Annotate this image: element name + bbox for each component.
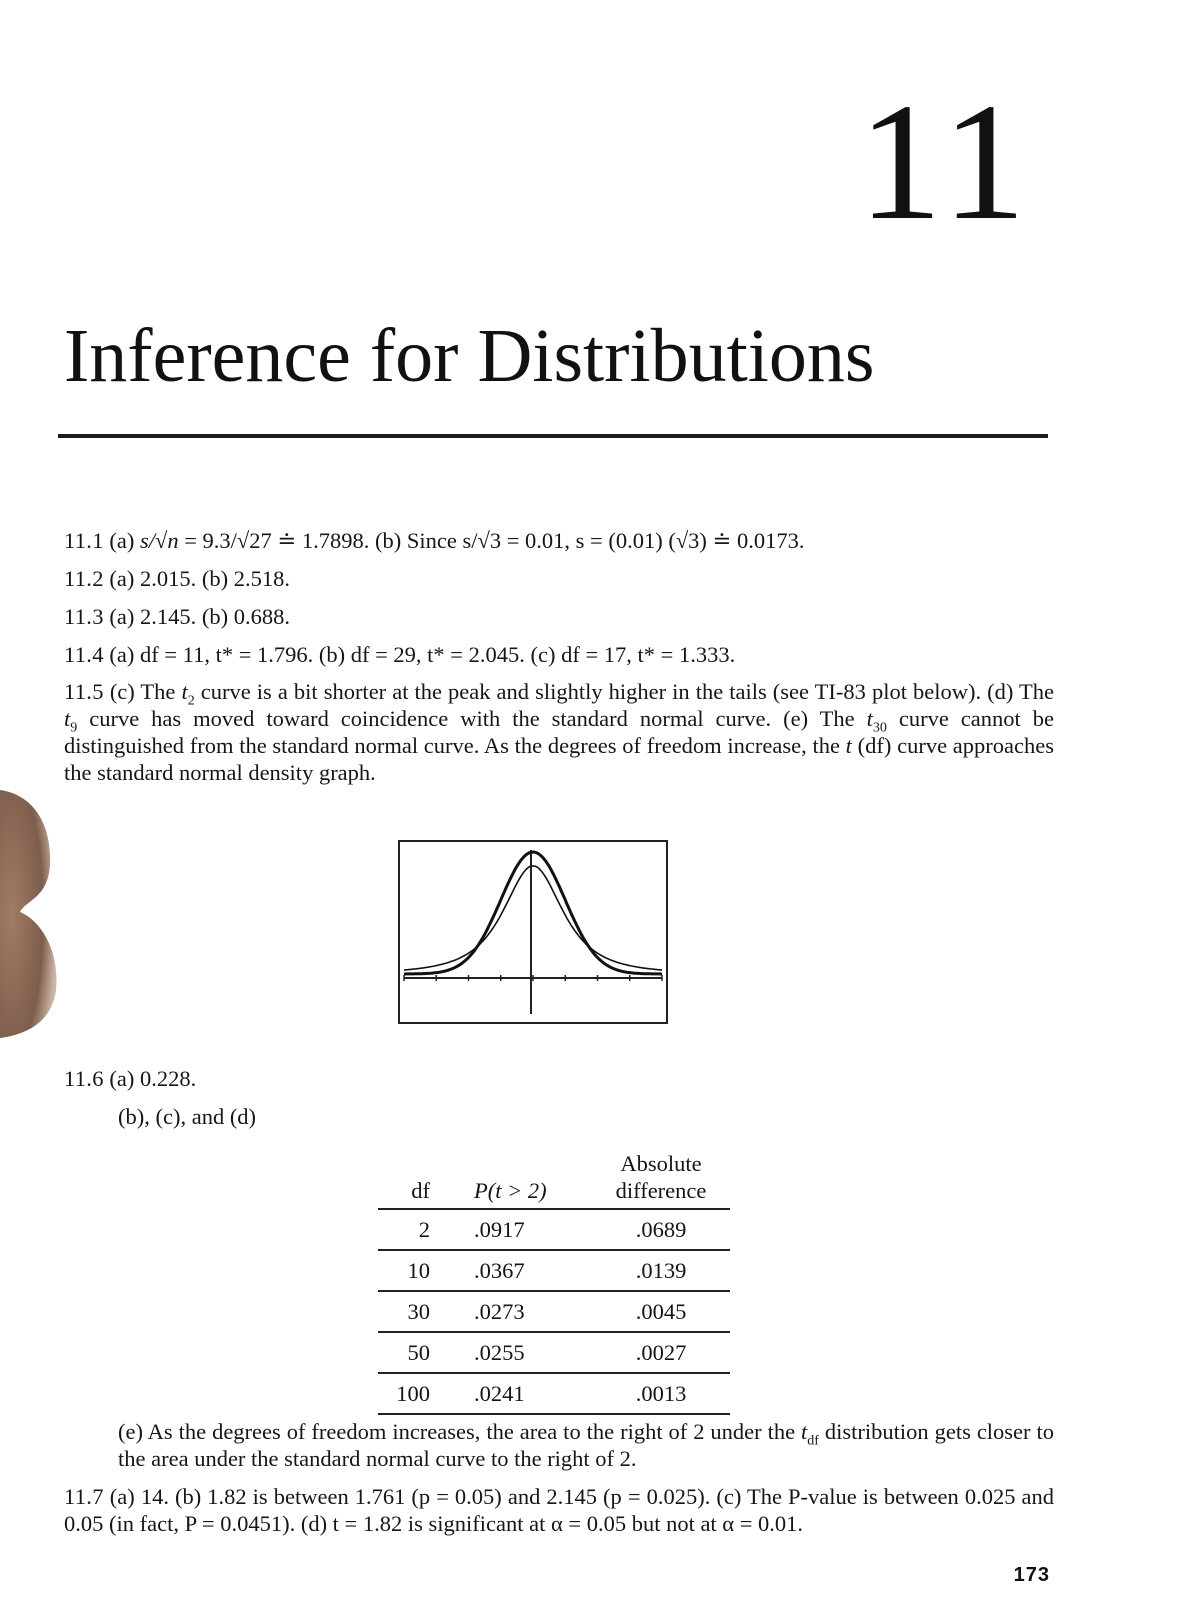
exercise-number: 11.7 (64, 1484, 104, 1509)
exercise-11-6 (64, 1065, 1054, 1092)
thumb-image (0, 770, 70, 1040)
table-header-row (378, 1150, 730, 1209)
header-diff-line1: Absolute (620, 1151, 702, 1176)
cell-p: .0367 (442, 1250, 592, 1291)
answer-text: curve has moved toward coincidence with the standard normal curve. (e) The (77, 706, 867, 731)
formula: s/√n (139, 528, 179, 553)
answer-text: (e) As the degrees of freedom increases, the area to the right of 2 under the (118, 1419, 802, 1444)
exercise-11-4 (64, 641, 1054, 668)
density-curves-plot (400, 842, 666, 1022)
page-number: 173 (1013, 1564, 1050, 1586)
exercise-number: 11.4 (64, 642, 104, 667)
title-rule (58, 434, 1048, 438)
answer-text: (a) 0.228. (109, 1066, 197, 1091)
cell-diff: .0689 (592, 1209, 730, 1250)
table-row (378, 1373, 730, 1414)
t2-curve (404, 866, 662, 970)
exercise-11-6-e (118, 1418, 1054, 1472)
formula-result: = 9.3/√27 ≐ 1.7898. (178, 528, 370, 553)
header-p (442, 1150, 592, 1209)
answer-text: distribution gets closer to the area under the standard normal curve to the right of 2. (118, 1419, 1054, 1471)
t-symbol: t (866, 706, 873, 731)
df-table (378, 1150, 730, 1415)
header-diff (592, 1150, 730, 1209)
chapter-title: Inference for Distributions (64, 314, 875, 398)
exercise-11-3 (64, 603, 1054, 630)
cell-df: 100 (378, 1373, 442, 1414)
cell-df: 30 (378, 1291, 442, 1332)
answer-text: (a) df = 11, t* = 1.796. (b) df = 29, t* = 2.045. (c) df = 17, t* = 1.333. (109, 642, 736, 667)
cell-diff: .0027 (592, 1332, 730, 1373)
cell-diff: .0013 (592, 1373, 730, 1414)
exercise-number: 11.2 (64, 566, 104, 591)
answer-text: (a) 14. (b) 1.82 is between 1.761 (p = 0.05) and 2.145 (p = 0.025). (c) The P-value is between 0.025 and 0.05 (in fact, P = 0.0451). (d) t = 1.82 is significant at α = 0.05 but not at α = 0.01. (64, 1484, 1054, 1536)
t-symbol: t (64, 706, 71, 731)
cell-df: 10 (378, 1250, 442, 1291)
standard-normal-curve (404, 852, 662, 974)
answer-text: (df) curve approaches the standard normal density graph. (64, 733, 1055, 785)
table-row (378, 1332, 730, 1373)
answer-text: Since s/√3 = 0.01, s = (0.01) (√3) ≐ 0.0173. (406, 528, 805, 553)
cell-diff: .0139 (592, 1250, 730, 1291)
cell-df: 50 (378, 1332, 442, 1373)
answer-text: curve cannot be distinguished from the standard normal curve. As the degrees of freedom increase, the (64, 706, 1054, 758)
header-p-text: P(t > 2) (474, 1178, 547, 1203)
table-row (378, 1291, 730, 1332)
subscript: 2 (187, 693, 195, 709)
part-label: (a) (109, 528, 135, 553)
exercise-11-7 (64, 1483, 1054, 1537)
ti83-plot (398, 840, 668, 1024)
exercise-11-1 (64, 527, 1054, 554)
table-row (378, 1250, 730, 1291)
exercise-number: 11.6 (64, 1066, 104, 1091)
answer-text: (b), (c), and (d) (118, 1104, 257, 1129)
cell-p: .0241 (442, 1373, 592, 1414)
cell-p: .0917 (442, 1209, 592, 1250)
subscript: df (807, 1433, 819, 1449)
exercise-number: 11.1 (64, 528, 104, 553)
cell-p: .0255 (442, 1332, 592, 1373)
exercise-number: 11.3 (64, 604, 104, 629)
subscript: 9 (70, 720, 78, 736)
cell-df: 2 (378, 1209, 442, 1250)
cell-p: .0273 (442, 1291, 592, 1332)
exercise-11-2 (64, 565, 1054, 592)
table-row (378, 1209, 730, 1250)
t-symbol: t (181, 679, 188, 704)
t-symbol: t (801, 1419, 808, 1444)
answer-text: curve is a bit shorter at the peak and slightly higher in the tails (see TI-83 plot below). (d) The (194, 679, 1055, 704)
probability-table (378, 1150, 730, 1415)
answer-text: (c) The (109, 679, 182, 704)
exercise-11-6-parts (118, 1103, 1108, 1130)
cell-diff: .0045 (592, 1291, 730, 1332)
t-symbol: t (845, 733, 852, 758)
header-df: df (411, 1178, 430, 1203)
chapter-number: 11 (858, 69, 1032, 255)
subscript: 30 (872, 720, 887, 736)
header-diff-line2: difference (615, 1178, 707, 1203)
answer-text: (a) 2.145. (b) 0.688. (109, 604, 290, 629)
answer-text: (a) 2.015. (b) 2.518. (109, 566, 290, 591)
exercise-number: 11.5 (64, 679, 104, 704)
exercise-11-5 (64, 678, 1054, 786)
part-label: (b) (375, 528, 402, 553)
